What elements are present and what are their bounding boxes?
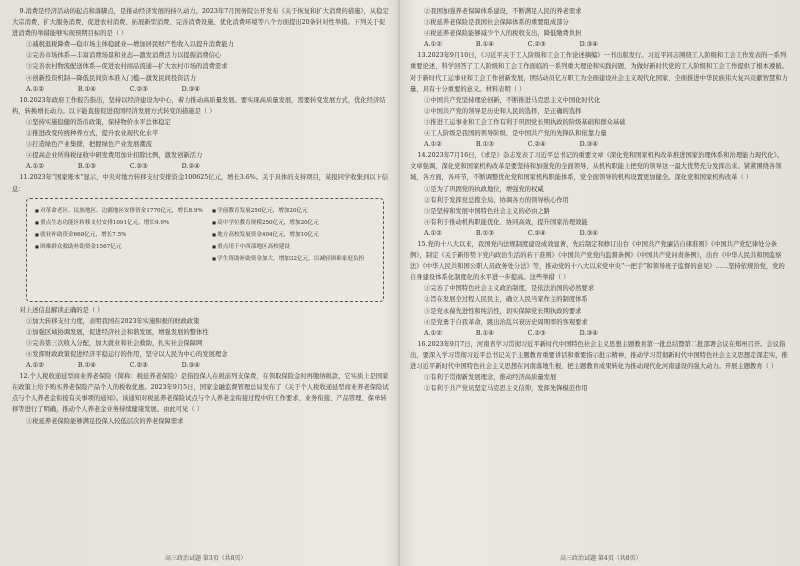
- q12-answers: A.①② B.①④ C.②③ D.③④: [424, 41, 598, 49]
- q10-option-1: ①坚持实施稳健的货币政策，保持物价水平总体稳定: [26, 118, 171, 126]
- q9-option-4: ④创新投资机制—降低民间资本准入门槛—激发民间投资活力: [26, 74, 197, 82]
- q9-answers: A.①② B.①④ C.②③ D.③④: [26, 85, 200, 93]
- q15-option-1: ①完善了中国特色社会主义政治制度，是依法治国的必然要求: [424, 285, 595, 293]
- question-16-stem: 16.2023年9月7日，河南省学习贯彻习近平新时代中国特色社会主义思想主题教育第一批总结暨第二批部署会议在郑州召开。会议指出，要深入学习贯彻习近平总书记关于主题教育重要讲话和重要指示批示精神，推动学习贯彻新时代中国特色社会主义思想走深走实，推进习近平新时代中国特色社会主义思想在河南落地生根，把主题教育成果转化为推动现代化河南建设的强大动力。开展主题教育（ ）: [410, 340, 788, 370]
- q14-option-1: ①是为了巩固党的执政地位，增强党的权威: [424, 185, 544, 193]
- info-item: ■ 高中学位教育规模250亿元，增加20亿元: [212, 217, 376, 229]
- q14-answers: A.①② B.①③ C.②④ D.③④: [424, 229, 598, 237]
- question-11-prompt: 对上述信息解读正确的是（ ）: [19, 306, 104, 314]
- q13-option-2: ②中国共产党的领导是历史和人民的选择，是正确的选择: [424, 107, 582, 115]
- info-item: ■ 就业补助资金668亿元，增长7.5%: [35, 229, 199, 241]
- info-item: ■ 学前教育发展250亿元，增加20亿元: [212, 205, 376, 217]
- q11-option-1: ①加大转移支付力度，表明我国在2023年实施积极的财政政策: [26, 317, 200, 325]
- q10-option-3: ③打造绿色产业集群，把握绿色产业发展潮流: [26, 141, 152, 149]
- info-box: [26, 198, 384, 302]
- info-item: ■ 重点生态功能区转移支付安排1091亿元，增长9.9%: [35, 217, 199, 229]
- q14-option-2: ②有利于发挥党总揽全局、协调各方的领导核心作用: [424, 196, 569, 204]
- q14-option-4: ④有利于推动机构职能优化、协同高效，提升国家治理效能: [424, 218, 588, 226]
- q15-answers: A.①② B.①④ C.②③ D.③④: [424, 329, 598, 337]
- q15-option-4: ④是党勇于自我革命，跳出治乱兴衰历史周期率的客观要求: [424, 318, 588, 326]
- q9-option-2: ②完善市场体系—丰富消费场景和业态—激发消费活力以提振消费信心: [26, 52, 222, 60]
- q11-option-2: ②加强区域协调发展，促进经济社会和谐发展，增强发展的整体性: [26, 328, 209, 336]
- q10-option-2: ②推进改变传统种养方式，提升农业现代化水平: [26, 130, 159, 138]
- question-13-stem: 13.2023年9月10日，《习近平关于工人阶级和工会工作论述摘编》一书出版发行。习近平同志围绕工人阶级和工会工作发表的一系列重要论述，科学回答了工人阶级和工会工作面临的一系列重大理论和实践问题，为做好新时代党的工人阶级和工会工作提供了根本遵循。对于新时代工运事业和工会工作创新发展，团结动员亿万职工为全面建设社会主义现代化国家、全面推进中华民族伟大复兴贡献智慧和力量，具有十分重要的意义。材料表明（ ）: [410, 52, 788, 93]
- info-item: ■ 学生资助补助资金加大，增加32亿元，以减轻困难家庭负担: [212, 253, 376, 265]
- q12-option-3: ③税延养老保险是我国社会保障体系的重要组成部分: [424, 19, 569, 27]
- info-item: ■ 重点用于中西部地区高校建设: [212, 241, 376, 253]
- info-item: ■ 地方高校发展资金404亿元，增加10亿元: [212, 229, 376, 241]
- q13-answers: A.①② B.①③ C.②④ D.③④: [424, 141, 598, 149]
- left-page: [12, 6, 390, 427]
- q9-option-3: ③完善农村物流配送体系—促进农村商品流通—扩大农村市场的消费需求: [26, 63, 228, 71]
- info-box-left-list: [35, 205, 203, 253]
- q13-option-1: ①中国共产党坚持理论创新，不断推进马克思主义中国化时代化: [424, 96, 601, 104]
- page-fold: [398, 0, 400, 566]
- question-14-stem: 14.2023年7月16日，《求是》杂志发表了习近平总书记的重要文章《深化党和国家机构改革推进国家治理体系和治理能力现代化》。文章强调，深化党和国家机构改革是要坚持和加强党的全面领导，从机构职能上把党的领导这一最大优势充分发挥出来。紧紧围绕各领域，各方面，各环节，不断调整优化党和国家机构职能体系，党全面领导的机构设置更加健全。深化党和国家机构改革（ ）: [410, 152, 784, 182]
- q11-answers: A.①② B.①④ C.②③ D.③④: [26, 362, 200, 370]
- q15-option-2: ②旨在发展全过程人民民主，确立人民当家作主的制度体系: [424, 296, 588, 304]
- info-item: ■ 对革命老区、民族地区、边疆地区安排资金1770亿元，增长8.9%: [35, 205, 199, 217]
- q11-option-4: ④发挥财政政策促进经济平稳运行的作用，坚守以人民为中心的发展理念: [26, 350, 228, 358]
- q12-option-1: ①税延养老保险能够满足投保人较低层次的养老保障需求: [26, 417, 184, 425]
- left-page-footer: 高三政治试题 第3页（共8页）: [165, 555, 247, 562]
- q12-option-4: ④税延养老保险能够减少个人的税收支出，降低缴费负担: [424, 30, 582, 38]
- q15-option-3: ③是党永葆先进性和纯洁性，切实保障党长期执政的要求: [424, 307, 582, 315]
- right-page: [410, 6, 788, 394]
- info-item: ■ 困难群众救助补助资金1567亿元: [35, 241, 199, 253]
- question-11-stem: 11.2023年“国家账本”显示，中央对地方转移支付安排资金100625亿元，增长3.6%。关于具体的支持项目，某报同学收集到以下信息：: [12, 174, 389, 193]
- question-10-stem: 10.2023年政府工作报告指出，坚持以经济建设为中心，着力推动高质量发展。要实现高质量发展，需要转变发展方式，优化经济结构，转换增长动力。以下能直接促进我国经济发展方式转变的措施是（ ）: [12, 96, 386, 115]
- q16-option-1: ①有利于贯彻新发展理念，推动经济高质量发展: [424, 374, 557, 382]
- q16-option-2: ②有利于共产党员坚定马克思主义信仰，发挥先锋模范作用: [424, 385, 588, 393]
- q9-option-1: ①减税退税降费—稳市场主体稳就业—增加居民财产性收入以提升消费能力: [26, 41, 234, 49]
- q13-option-4: ④工人阶级是我国的领导阶级，是中国共产党的先锋队和依靠力量: [424, 130, 607, 138]
- q14-option-3: ③是坚持和发展中国特色社会主义的必由之路: [424, 207, 550, 215]
- question-15-stem: 15.党的十八大以来，我国党内法规制度建设成效显著，先后制定和修订出台《中国共产党廉洁自律准则》《中国共产党纪律处分条例》，制定《关于新形势下党内政治生活的若干准则》《中国共产党党内监督条例》《中国共产党问责条例》，出台《中华人民共和国监察法》《中华人民共和国公职人员政务处分法》等，推动党的十八大以来党中央“一把手”和领导班子监督的意见》……坚持依规治党，党的自身建设体系化制度化的水平进一步提高。这些举措（ ）: [410, 240, 785, 282]
- question-9-stem: 9.消费是经济活动的起点和落脚点，是推动经济发展的持久动力。2023年7月国务院公开发布《关于恢复和扩大消费的措施》，从稳定大宗消费、扩大服务消费、促进农村消费、拓展新型消费、完善消费设施、优化消费环境等八个方面提出20条针对性举措。下列关于促进消费的举措能够实现预期目标的是（ ）: [12, 8, 389, 38]
- q10-option-4: ④提高企业所得税征收中研发费用加计扣除比例，激发创新活力: [26, 152, 203, 160]
- q12-option-2: ②我国加强养老保障体系建设，不断满足人民的养老需求: [424, 8, 582, 15]
- info-box-right-list: [212, 205, 376, 265]
- q10-answers: A.①② B.①③ C.②③ D.②④: [26, 163, 200, 171]
- question-12-stem: 12.个人税收递延型商业养老保险（简称：税延养老保险）是指投保人在税前列支保费，在领取保险金时再缴纳税款，它实质上是国家在政策上给予购买养老保险产品个人的税收优惠。2023年9月5日，国家金融监督管理总局发布了《关于个人税收递延型商业养老保险试点与个人养老金衔接有关事项的通知》。该通知对税延养老保险试点与个人养老金衔接过程中的工作要求、业务衔接、产品管理、保单转移等进行了明确，推动个人养老金业务持续健康发展。由此可见（ ）: [12, 373, 389, 414]
- q11-option-3: ③完善第三次收入分配，加大就业和社会救助，扎实社会保障网: [26, 339, 203, 347]
- q13-option-3: ③推进工运事业和工会工作有利于巩固党长期执政的阶级基础和群众基础: [424, 118, 626, 126]
- right-page-footer: 高三政治试题 第4页（共8页）: [560, 555, 642, 562]
